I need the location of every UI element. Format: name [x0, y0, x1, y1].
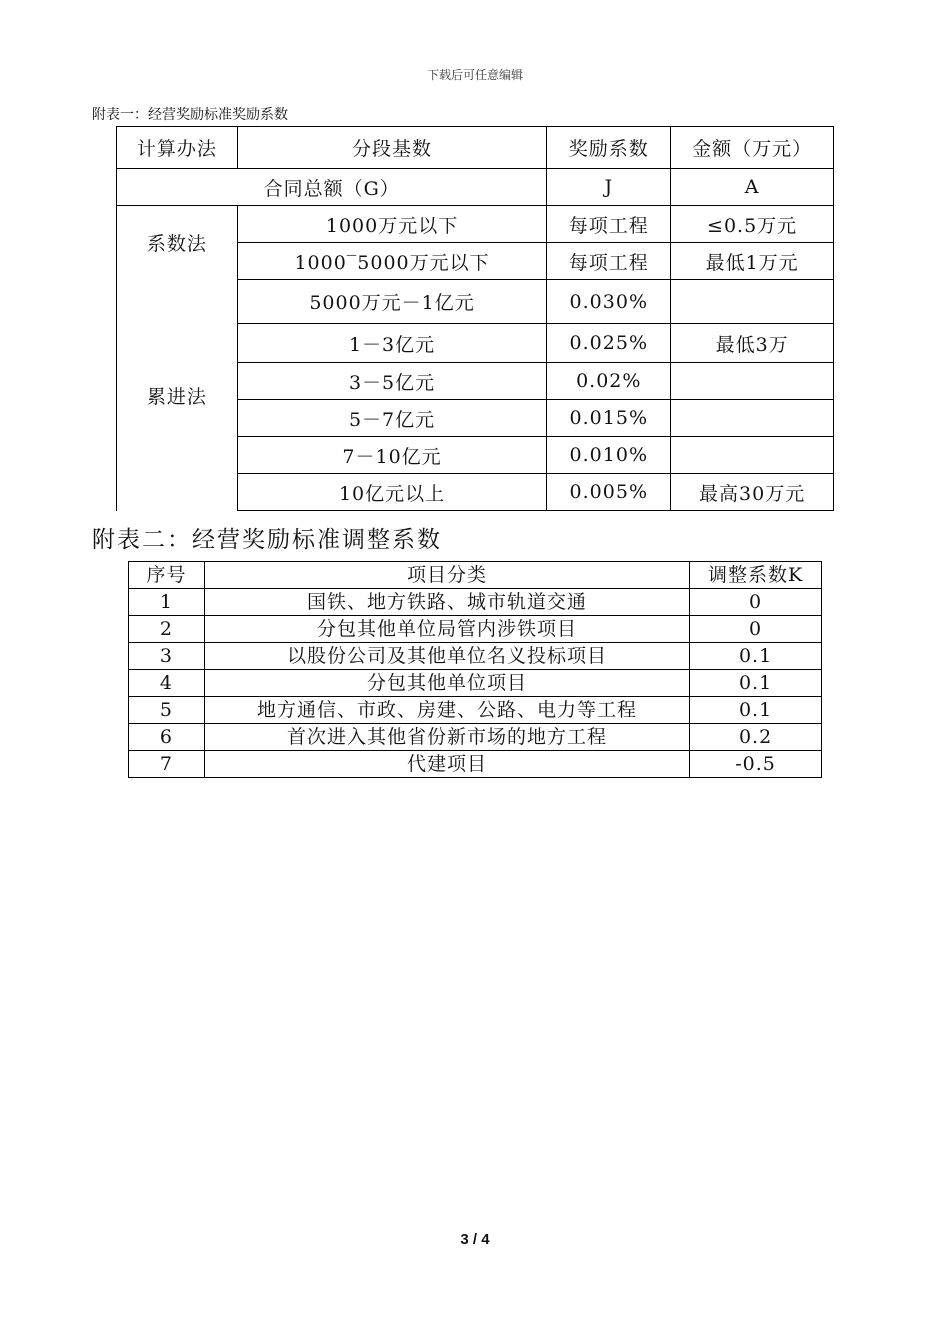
- no-cell: 7: [129, 751, 205, 778]
- k-cell: 0: [690, 589, 822, 616]
- header-cell: 奖励系数: [547, 127, 671, 169]
- no-cell: 1: [129, 589, 205, 616]
- no-cell: 4: [129, 670, 205, 697]
- k-cell: -0.5: [690, 751, 822, 778]
- base-cell: 1000‾5000万元以下: [237, 243, 547, 280]
- coef-cell: 0.010%: [547, 437, 671, 474]
- coef-cell: 0.025%: [547, 324, 671, 363]
- base-cell: 1000万元以下: [237, 206, 547, 243]
- header-cell: 计算办法: [117, 127, 238, 169]
- category-cell: 国铁、地方铁路、城市轨道交通: [204, 589, 689, 616]
- category-cell: 地方通信、市政、房建、公路、电力等工程: [204, 697, 689, 724]
- table-row: [129, 616, 822, 643]
- table-row: [129, 670, 822, 697]
- k-cell: 0: [690, 616, 822, 643]
- category-cell: 分包其他单位项目: [204, 670, 689, 697]
- base-cell: 5000万元－1亿元: [237, 280, 547, 324]
- base-cell: 7－10亿元: [237, 437, 547, 474]
- coef-cell: 0.02%: [547, 363, 671, 400]
- k-cell: 0.1: [690, 643, 822, 670]
- coef-cell: 每项工程: [547, 243, 671, 280]
- k-cell: 0.2: [690, 724, 822, 751]
- category-cell: 分包其他单位局管内涉铁项目: [204, 616, 689, 643]
- no-cell: 3: [129, 643, 205, 670]
- amount-cell: 最低1万元: [671, 243, 834, 280]
- amount-cell: ≤0.5万元: [671, 206, 834, 243]
- table-header-row: [129, 562, 822, 589]
- base-cell: 3－5亿元: [237, 363, 547, 400]
- table-row: [129, 697, 822, 724]
- header-cell: 金额（万元）: [671, 127, 834, 169]
- amount-cell: [671, 437, 834, 474]
- total-row: [117, 169, 834, 206]
- total-coef: J: [547, 169, 671, 206]
- reward-coefficient-table: [116, 126, 834, 511]
- table1-title: 附表一：经营奖励标准奖励系数: [92, 107, 288, 123]
- base-cell: 5－7亿元: [237, 400, 547, 437]
- header-cell: 项目分类: [204, 562, 689, 589]
- no-cell: 6: [129, 724, 205, 751]
- total-label: 合同总额（G）: [117, 169, 547, 206]
- table2-title: 附表二：经营奖励标准调整系数: [92, 527, 442, 553]
- page-number: 3 / 4: [460, 1231, 490, 1248]
- category-cell: 代建项目: [204, 751, 689, 778]
- k-cell: 0.1: [690, 697, 822, 724]
- no-cell: 5: [129, 697, 205, 724]
- header-cell: 序号: [129, 562, 205, 589]
- method-progressive: 累进法: [117, 280, 238, 511]
- k-cell: 0.1: [690, 670, 822, 697]
- amount-cell: [671, 280, 834, 324]
- page-header: 下载后可任意编辑: [426, 68, 523, 82]
- adjustment-coefficient-table: [128, 561, 822, 778]
- base-cell: 1－3亿元: [237, 324, 547, 363]
- no-cell: 2: [129, 616, 205, 643]
- amount-cell: 最高30万元: [671, 474, 834, 511]
- coef-cell: 每项工程: [547, 206, 671, 243]
- coef-cell: 0.015%: [547, 400, 671, 437]
- table-header-row: [117, 127, 834, 169]
- header-cell: 分段基数: [237, 127, 547, 169]
- table-row: [129, 751, 822, 778]
- table-row: [129, 724, 822, 751]
- total-amount: A: [671, 169, 834, 206]
- category-cell: 以股份公司及其他单位名义投标项目: [204, 643, 689, 670]
- category-cell: 首次进入其他省份新市场的地方工程: [204, 724, 689, 751]
- coef-cell: 0.005%: [547, 474, 671, 511]
- table-row: [117, 280, 834, 324]
- table-row: [117, 206, 834, 243]
- table-row: [129, 643, 822, 670]
- amount-cell: [671, 400, 834, 437]
- table-row: [129, 589, 822, 616]
- coef-cell: 0.030%: [547, 280, 671, 324]
- base-cell: 10亿元以上: [237, 474, 547, 511]
- amount-cell: 最低3万: [671, 324, 834, 363]
- amount-cell: [671, 363, 834, 400]
- method-coefficient: 系数法: [117, 206, 238, 280]
- header-cell: 调整系数K: [690, 562, 822, 589]
